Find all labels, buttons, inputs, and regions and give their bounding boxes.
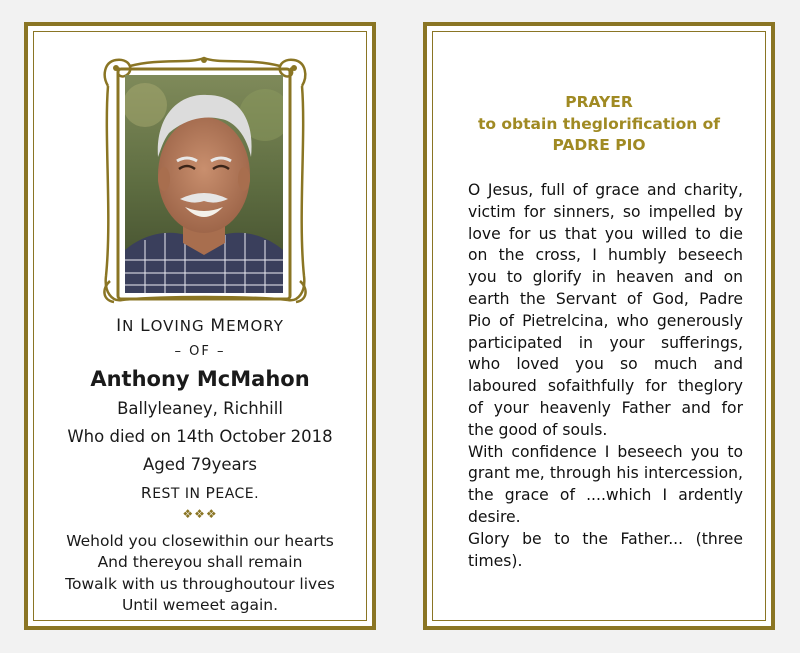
memorial-card-back (423, 22, 775, 630)
poem (28, 531, 372, 616)
of-label: – OF – (174, 344, 226, 359)
ornament-icon: ❖❖❖ (182, 507, 218, 521)
poem-line: And thereyou shall remain (97, 553, 303, 572)
memory-cap-i: I (116, 316, 123, 336)
poem-line: Wehold you closewithin our hearts (66, 532, 334, 550)
rest-small-est: EST IN (152, 486, 206, 502)
prayer-paragraph: O Jesus, full of grace and charity, victim for sinners, so impelled by love for us that you willed to die on the cross, I humbly beseech you to glorify in heaven and on earth the Servant of God, Padre Pio of Pietrelcina, who generously participated in your sufferings, who loved you so much and laboured sofaithfully for theglory of your heavenly Father and for the good of souls. (468, 181, 743, 439)
prayer-heading-line: PADRE PIO (552, 136, 646, 154)
deceased-name: Anthony McMahon (90, 367, 310, 391)
memory-cap-m: M (210, 316, 227, 336)
prayer-heading-line: PRAYER (565, 93, 633, 111)
poem-line: Until wemeet again. (121, 595, 279, 614)
memory-small-oving: OVING (150, 317, 211, 335)
prayer-text (468, 180, 743, 572)
rest-small-eace: EACE. (215, 486, 260, 502)
age: Aged 79years (142, 455, 258, 474)
rest-in-peace-label (28, 484, 372, 502)
date-of-death: Who died on 14th October 2018 (67, 427, 333, 446)
memory-small-emory: EMORY (226, 317, 284, 335)
memorial-card-front (24, 22, 376, 630)
prayer-heading-line: to obtain theglorification of (477, 114, 721, 133)
prayer-paragraph: Glory be to the Father... (three times). (468, 529, 743, 570)
address: Ballyleaney, Richhill (117, 399, 283, 418)
memory-small-n: N (122, 317, 141, 335)
rest-cap-r: R (140, 484, 153, 502)
rest-cap-p: P (205, 484, 216, 502)
photo-frame (100, 56, 310, 304)
poem-line: Towalk with us throughoutour lives (65, 574, 335, 593)
prayer-heading (427, 92, 771, 157)
prayer-paragraph: With confidence I beseech you to grant me, through his intercession, the grace of ....which I ardently desire. (468, 442, 743, 526)
portrait-photo (125, 75, 283, 293)
memory-cap-l: L (140, 316, 151, 336)
in-loving-memory-label (28, 316, 372, 336)
